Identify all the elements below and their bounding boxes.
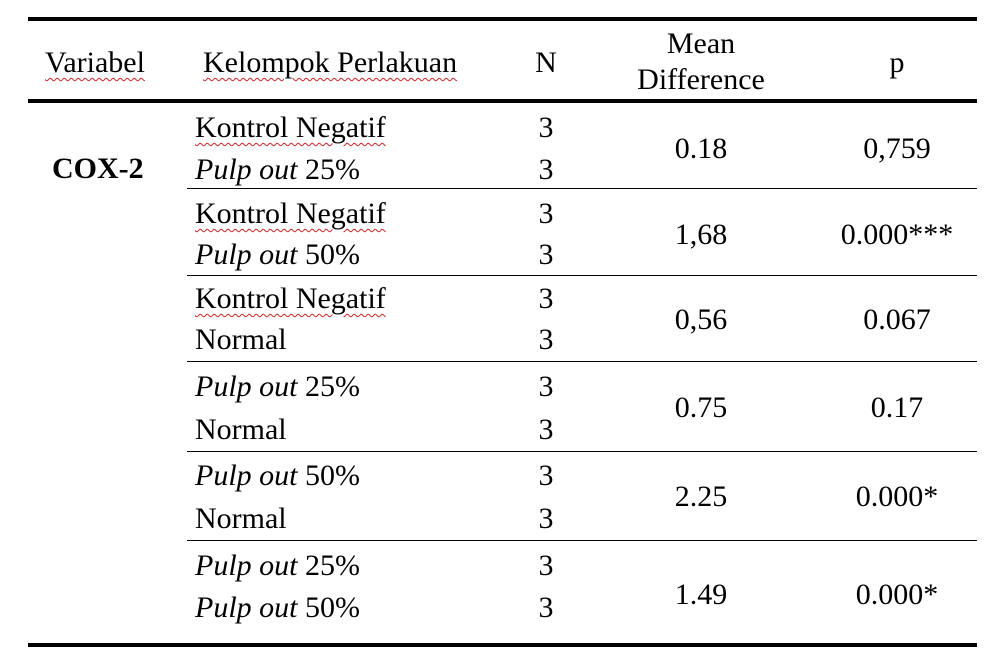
kelompok-text: Kontrol Negatif [195,282,386,315]
p-value-cell: 0.000* [855,480,939,513]
n-cell: 3 [538,197,554,230]
group-divider [187,188,977,189]
group-divider [187,451,977,452]
kelompok-cell [195,504,287,534]
kelompok-cell [195,415,287,445]
n-cell: 3 [538,111,554,144]
kelompok-text: 50% [297,591,360,624]
kelompok-cell [195,325,287,355]
kelompok-text: Kontrol Negatif [195,111,386,144]
kelompok-italic: Pulp out [195,238,298,271]
kelompok-italic: Pulp out [195,153,298,186]
kelompok-cell [195,551,360,581]
kelompok-text: Normal [195,323,287,356]
n-cell: 3 [538,238,554,271]
p-value-cell: 0.000* [855,578,939,611]
header-mean-line2: Difference [637,63,765,96]
kelompok-cell [195,461,360,491]
n-cell: 3 [538,549,554,582]
mean-difference-cell: 1.49 [674,578,728,611]
n-cell: 3 [538,591,554,624]
n-cell: 3 [538,459,554,492]
kelompok-italic: Pulp out [195,370,298,403]
mean-difference-cell: 0.18 [674,132,728,165]
p-value-cell: 0.17 [870,391,924,424]
kelompok-text: Kontrol Negatif [195,197,386,230]
mean-difference-cell: 0.75 [674,391,728,424]
n-cell: 3 [538,153,554,186]
p-value-cell: 0.000*** [840,218,954,251]
header-n: N [535,46,557,79]
n-cell: 3 [538,413,554,446]
n-cell: 3 [538,323,554,356]
p-value-cell: 0.067 [863,303,931,336]
bottom-rule [28,643,977,647]
group-divider [187,540,977,541]
group-divider [187,275,977,276]
header-mean-line1: Mean [666,27,736,60]
mean-difference-cell: 1,68 [674,218,728,251]
mean-difference-cell: 0,56 [674,303,728,336]
header-kelompok-perlakuan: Kelompok Perlakuan [203,46,458,79]
mean-difference-cell: 2.25 [674,480,728,513]
kelompok-text: 25% [297,370,360,403]
top-rule [28,17,977,21]
n-cell: 3 [538,282,554,315]
p-value-cell: 0,759 [863,132,931,165]
kelompok-cell [195,155,360,185]
kelompok-text: Normal [195,502,287,535]
group-divider [187,361,977,362]
kelompok-italic: Pulp out [195,549,298,582]
header-mean-difference [637,26,765,98]
kelompok-text: 25% [297,153,360,186]
n-cell: 3 [538,502,554,535]
header-p: p [889,46,905,79]
kelompok-cell [195,240,360,270]
kelompok-cell [195,372,360,402]
kelompok-italic: Pulp out [195,591,298,624]
header-variabel: Variabel [45,46,145,79]
kelompok-text: Normal [195,413,287,446]
kelompok-text: 25% [297,549,360,582]
header-rule [28,99,977,103]
kelompok-cell [195,284,386,314]
kelompok-cell [195,199,386,229]
kelompok-text: 50% [297,238,360,271]
kelompok-italic: Pulp out [195,459,298,492]
n-cell: 3 [538,370,554,403]
variable-name: COX-2 [52,152,144,185]
kelompok-text: 50% [297,459,360,492]
kelompok-cell [195,113,386,143]
kelompok-cell [195,593,360,623]
